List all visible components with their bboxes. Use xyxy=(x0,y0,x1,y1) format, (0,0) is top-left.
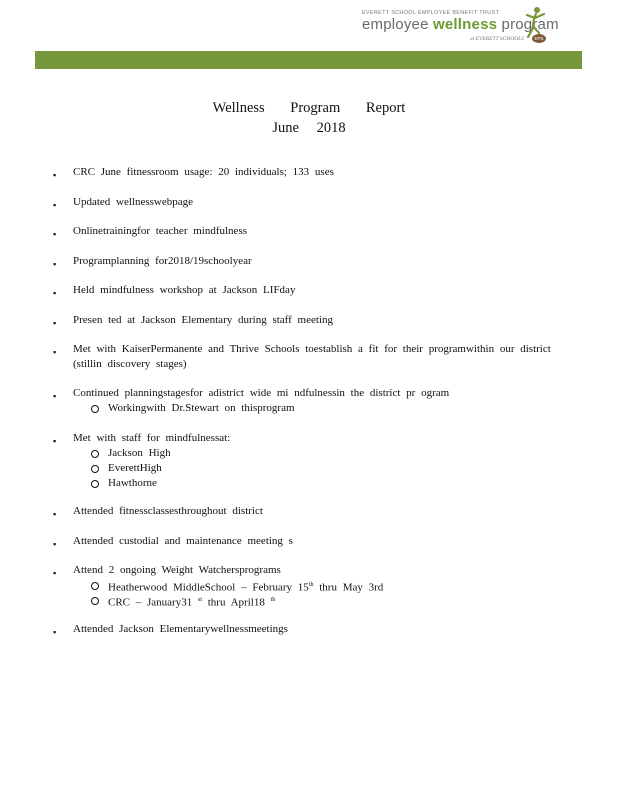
sub-item-text: Jackson High xyxy=(108,447,171,459)
logo-word-program: program xyxy=(501,16,559,33)
item-text: CRC June fitnessroom usage: 20 individuals; 133 uses xyxy=(73,166,334,178)
logo-word-wellness: wellness xyxy=(433,16,498,33)
runner-figure-icon xyxy=(523,6,547,38)
bullet-icon: ▪ xyxy=(53,229,57,239)
employee-wellness-logo xyxy=(362,6,559,48)
bullet-icon: ▪ xyxy=(53,200,57,210)
report-title: Wellness Program Report xyxy=(212,100,406,116)
bullet-icon: ▪ xyxy=(53,436,57,446)
item-text: Updated wellnesswebpage xyxy=(73,196,193,208)
bullet-icon: ▪ xyxy=(53,259,57,269)
logo-org-line: EVERETT SCHOOL EMPLOYEE BENEFIT TRUST xyxy=(362,10,500,16)
sub-item-text: CRC – January31 $^{st}$ thru April18 $^{th}$ xyxy=(108,596,276,609)
sub-item-text: Hawthorne xyxy=(108,477,157,489)
bullet-icon: ▪ xyxy=(53,318,57,328)
item-text: Attended Jackson Elementarywellnessmeetings xyxy=(73,623,288,635)
sub-bullet-icon xyxy=(91,480,99,488)
sub-bullet-icon xyxy=(91,465,99,473)
sub-bullet-icon xyxy=(91,597,99,605)
bullet-icon: ▪ xyxy=(53,627,57,637)
bullet-icon: ▪ xyxy=(53,539,57,549)
item-text: Attended custodial and maintenance meeting s xyxy=(73,535,293,547)
sub-bullet-icon xyxy=(91,582,99,590)
item-text: Continued planningstagesfor adistrict wide mi ndfulnessin the district pr ogram xyxy=(73,387,450,399)
item-text: Attended fitnessclassesthroughout district xyxy=(73,505,263,517)
bullet-icon: ▪ xyxy=(53,347,57,357)
sub-item-text: Heatherwood MiddleSchool – February 15th thru May 3rd xyxy=(108,581,384,594)
item-text: Met with staff for mindfulnessat: xyxy=(73,432,231,444)
item-text: Presen ted at Jackson Elementary during staff meeting xyxy=(73,314,333,326)
bullet-icon: ▪ xyxy=(53,509,57,519)
bullet-icon: ▪ xyxy=(53,288,57,298)
bullet-icon: ▪ xyxy=(53,391,57,401)
item-text: Met with KaiserPermanente and Thrive Schools toestablish a fit for their programwithin our district xyxy=(73,343,551,355)
logo-tagline: at EVERETT SCHOOLS xyxy=(470,36,524,42)
item-text: Attend 2 ongoing Weight Watchersprograms xyxy=(73,564,281,576)
sub-bullet-icon xyxy=(91,405,99,413)
report-date: June 2018 xyxy=(272,120,346,136)
sub-item-text: EverettHigh xyxy=(108,462,162,474)
sub-bullet-icon xyxy=(91,450,99,458)
bullet-icon: ▪ xyxy=(53,568,57,578)
item-text: Held mindfulness workshop at Jackson LIFday xyxy=(73,284,296,296)
item-text-continued: (stillin discovery stages) xyxy=(73,358,187,370)
sub-item-text: Workingwith Dr.Stewart on thisprogram xyxy=(108,402,295,414)
logo-badge: EPS xyxy=(532,34,546,43)
item-text: Onlinetrainingfor teacher mindfulness xyxy=(73,225,248,237)
logo-word-employee: employee xyxy=(362,16,429,33)
bullet-icon: ▪ xyxy=(53,170,57,180)
header-divider-bar xyxy=(35,51,582,69)
item-text: Programplanning for2018/19schoolyear xyxy=(73,255,252,267)
